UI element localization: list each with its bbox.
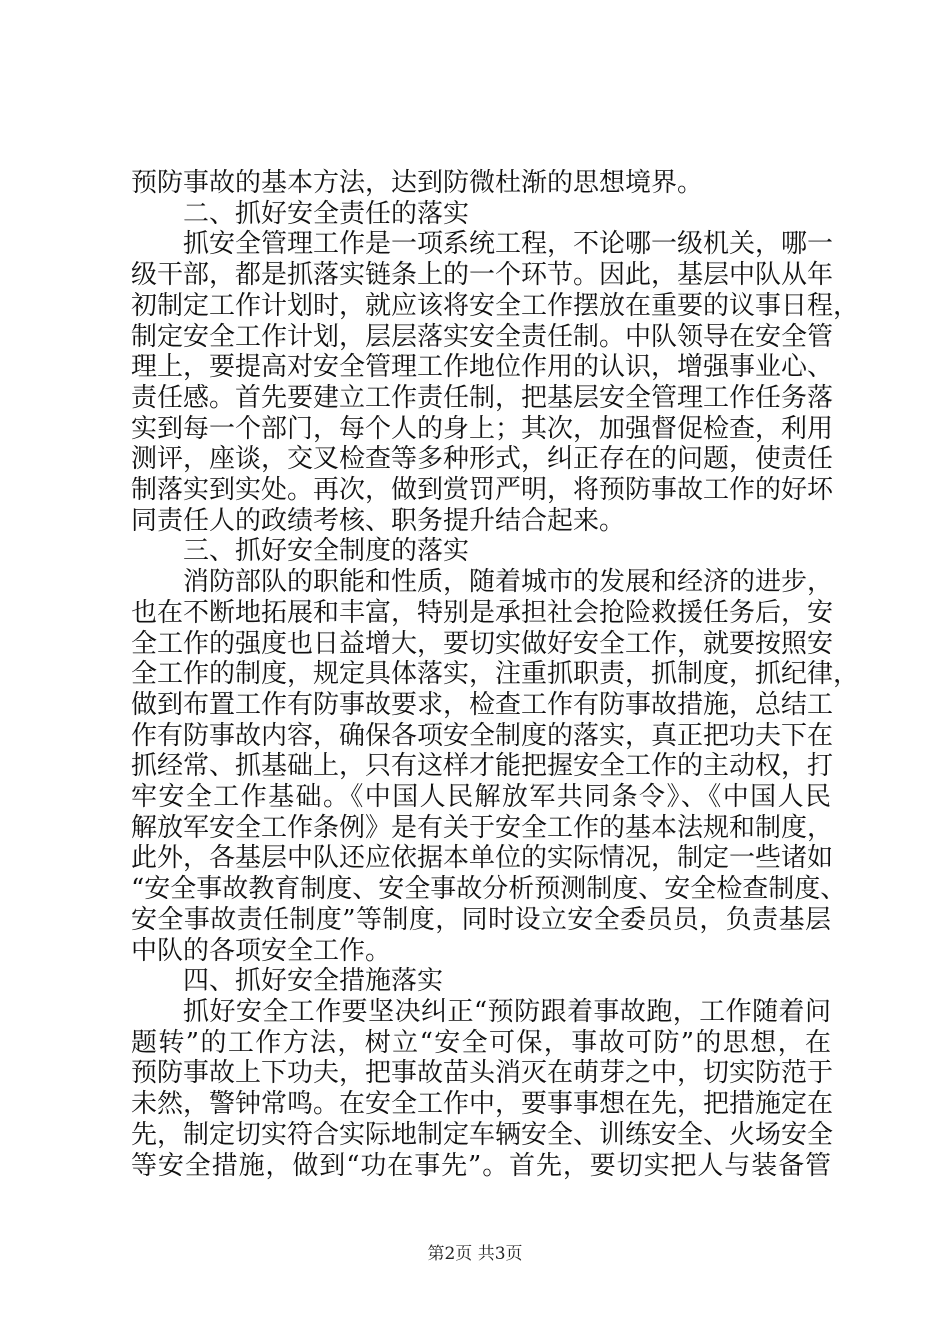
text-line: 题转”的工作方法，树立“安全可保，事故可防”的思想，在: [131, 1027, 831, 1058]
text-line: 安全事故责任制度”等制度，同时设立安全委员员，负责基层: [131, 904, 831, 935]
text-line: 未然，警钟常鸣。在安全工作中，要事事想在先，把措施定在: [131, 1089, 834, 1120]
section-heading: [131, 199, 831, 230]
text-line: 抓好安全工作要坚决纠正“预防跟着事故跑，工作随着问: [183, 996, 831, 1027]
text-line: 预防事故的基本方法，达到防微杜渐的思想境界。: [131, 168, 704, 198]
text-line: 实到每一个部门，每个人的身上；其次，加强督促检查，利用: [131, 413, 834, 444]
text-line: 等安全措施，做到“功在事先”。首先，要切实把人与装备管: [131, 1150, 831, 1181]
text-line: 牢安全工作基础。《中国人民解放军共同条令》、《中国人民: [131, 782, 831, 813]
section-heading: [131, 966, 831, 997]
text-line: 消防部队的职能和性质，随着城市的发展和经济的进步，: [183, 567, 834, 598]
paragraph: [131, 229, 860, 536]
paragraph: [131, 168, 831, 199]
heading-text: 三、抓好安全制度的落实: [183, 536, 470, 567]
section-heading: [131, 536, 831, 567]
text-line: 预防事故上下功夫，把事故苗头消灭在萌芽之中，切实防范于: [131, 1058, 834, 1089]
text-line: 抓经常、抓基础上，只有这样才能把握安全工作的主动权，打: [131, 751, 834, 782]
text-line: 作有防事故内容，确保各项安全制度的落实，真正把功夫下在: [131, 720, 834, 751]
text-line: 做到布置工作有防事故要求，检查工作有防事故措施，总结工: [131, 689, 834, 720]
heading-text: 二、抓好安全责任的落实: [183, 198, 470, 229]
text-line: 解放军安全工作条例》是有关于安全工作的基本法规和制度，: [131, 812, 834, 843]
text-line: 先，制定切实符合实际地制定车辆安全、训练安全、火场安全: [131, 1119, 834, 1150]
text-line: 全工作的强度也日益增大，要切实做好安全工作，就要按照安: [131, 628, 834, 659]
text-line: 同责任人的政绩考核、职务提升结合起来。: [131, 505, 626, 536]
text-line: 抓安全管理工作是一项系统工程，不论哪一级机关，哪一: [183, 229, 834, 260]
text-line: 责任感。首先要建立工作责任制，把基层安全管理工作任务落: [131, 382, 834, 413]
text-line: 中队的各项安全工作。: [131, 935, 392, 966]
text-line: “安全事故教育制度、安全事故分析预测制度、安全检查制度、: [131, 874, 847, 905]
text-line: 制落实到实处。再次，做到赏罚严明，将预防事故工作的好坏: [131, 475, 834, 506]
text-line: 此外，各基层中队还应依据本单位的实际情况，制定一些诸如: [131, 843, 834, 874]
text-line: 测评，座谈，交叉检查等多种形式，纠正存在的问题，使责任: [131, 444, 834, 475]
paragraph: [131, 996, 834, 1181]
text-line: 也在不断地拓展和丰富，特别是承担社会抢险救援任务后，安: [131, 597, 834, 628]
document-body: [131, 168, 860, 1181]
text-line: 理上，要提高对安全管理工作地位作用的认识，增强事业心、: [131, 352, 834, 383]
heading-text: 四、抓好安全措施落实: [183, 966, 444, 997]
text-line: 制定安全工作计划，层层落实安全责任制。中队领导在安全管: [131, 321, 834, 352]
text-line: 全工作的制度，规定具体落实，注重抓职责，抓制度，抓纪律，: [131, 659, 860, 690]
text-line: 初制定工作计划时，就应该将安全工作摆放在重要的议事日程，: [131, 290, 860, 321]
paragraph: [131, 567, 860, 966]
page-footer: 第2页 共3页: [427, 1244, 523, 1264]
text-line: 级干部，都是抓落实链条上的一个环节。因此，基层中队从年: [131, 260, 834, 291]
